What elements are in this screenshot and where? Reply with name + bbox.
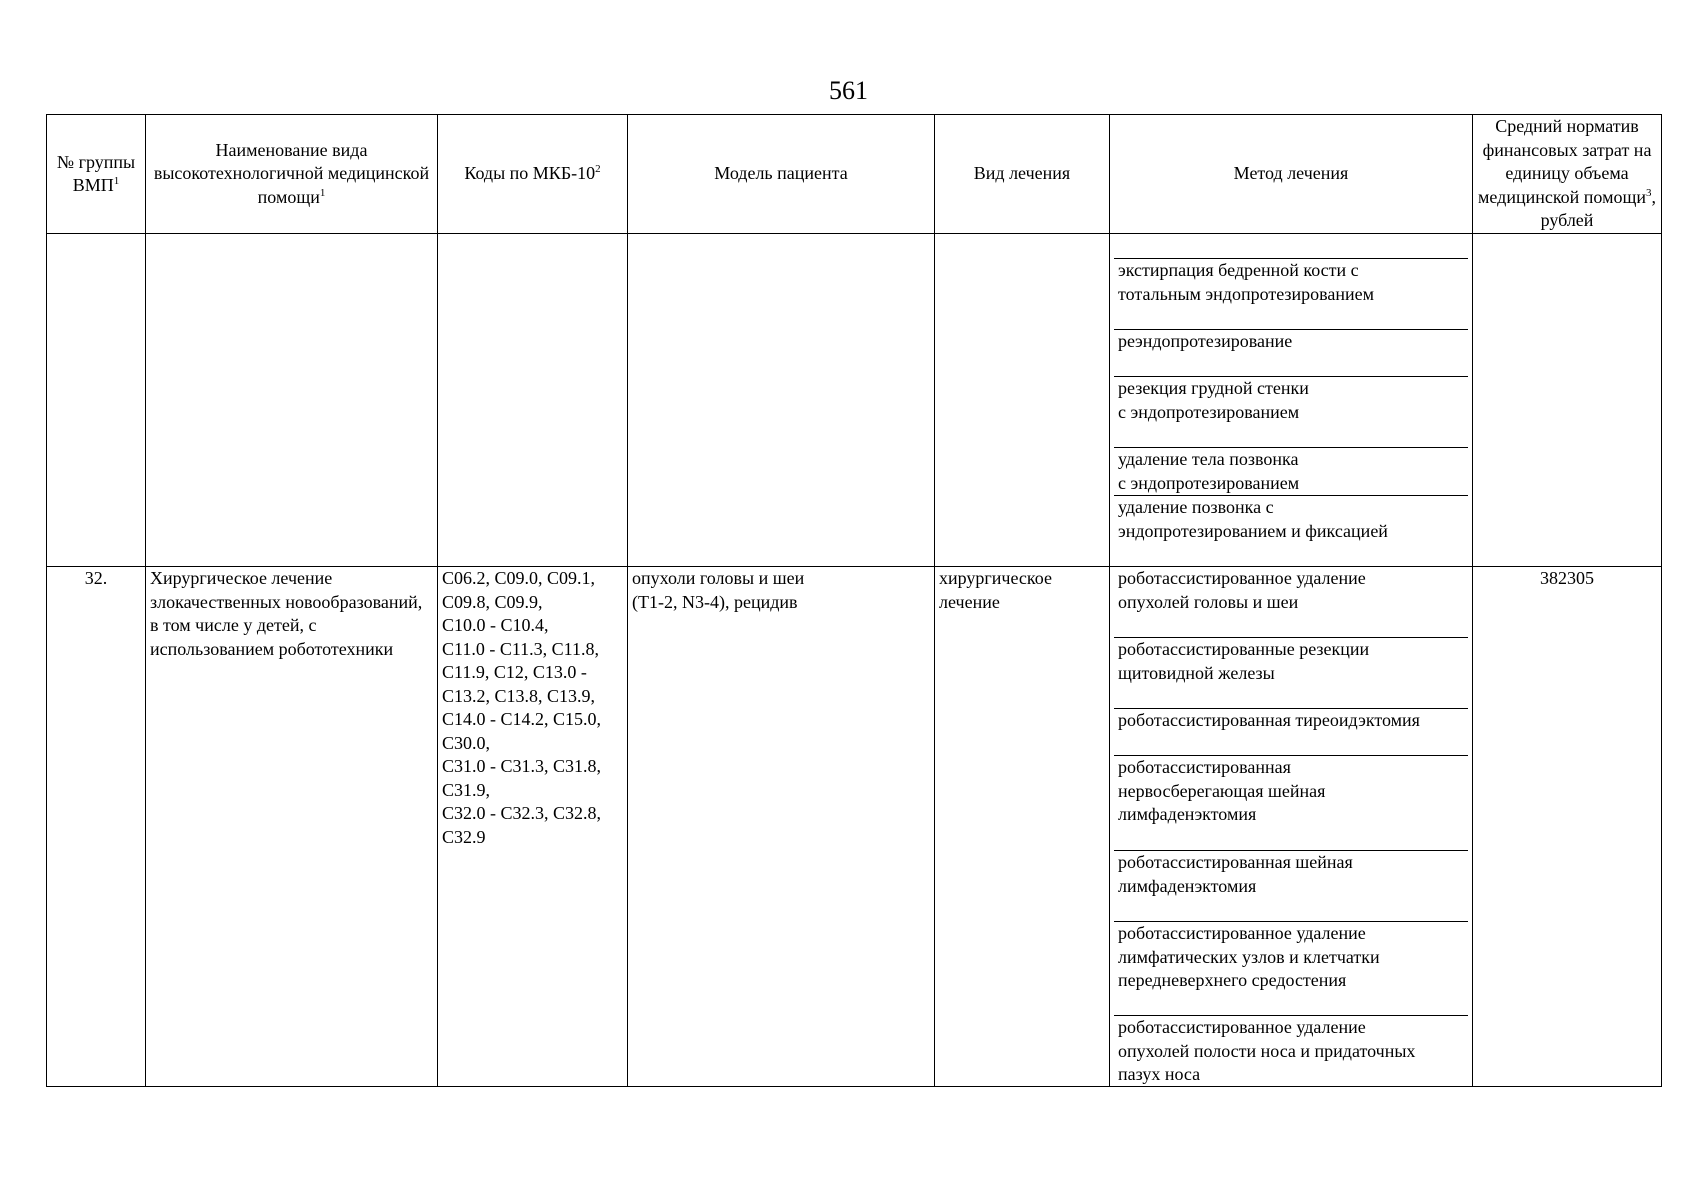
table-row-32 [47, 567, 1662, 1087]
cont-model [628, 234, 935, 567]
cont-name [146, 234, 438, 567]
method-item: удаление тела позвонка с эндопротезированием [1114, 447, 1468, 495]
header-codes: Коды по МКБ-$10^2$ [438, 115, 628, 234]
cont-cost [1473, 234, 1662, 567]
method-item: удаление позвонка с эндопротезированием и фиксацией [1114, 495, 1468, 566]
method-item: экстирпация бедренной кости с тотальным эндопротезированием [1114, 258, 1468, 329]
method-item: роботассистированная нервосберегающая шейная лимфаденэктомия [1114, 755, 1468, 850]
method-item: роботассистированные резекции щитовидной железы [1114, 637, 1468, 708]
table-row-continuation [47, 234, 1662, 567]
cont-codes [438, 234, 628, 567]
header-name: Наименование вида высокотехнологичной медицинской помощи$^1$ [146, 115, 438, 234]
row32-treatment-type: хирургическое лечение [935, 567, 1110, 1087]
header-group-no: № группы ВМП$^1$ [47, 115, 146, 234]
method-item: роботассистированная тиреоидэктомия [1114, 708, 1468, 755]
header-treatment-type: Вид лечения [935, 115, 1110, 234]
method-item: резекция грудной стенки с эндопротезированием [1114, 376, 1468, 447]
header-cost: Средний норматив финансовых затрат на единицу объема медицинской помощи$^3$, рублей [1473, 115, 1662, 234]
method-item: реэндопротезирование [1114, 329, 1468, 376]
page-number: 561 [829, 76, 868, 105]
cont-treatment-type [935, 234, 1110, 567]
row32-cost: 382305 [1473, 567, 1662, 1087]
row32-methods [1110, 567, 1473, 1087]
method-item [1114, 234, 1468, 258]
cont-methods [1110, 234, 1473, 567]
row32-codes: C06.2, C09.0, C09.1, C09.8, C09.9, C10.0 - C10.4, C11.0 - C11.3, C11.8, C11.9, C12, C13.0 - C13.2, C13.8, C13.9, C14.0 - C14.2, C15.0, C30.0, C31.0 - C31.3, C31.8, C31.9, C32.0 - C32.3, C32.8, C32.9 [438, 567, 628, 1087]
header-model: Модель пациента [628, 115, 935, 234]
row32-group-no: 32. [47, 567, 146, 1087]
method-item: роботассистированное удаление опухолей полости носа и придаточных пазух носа [1114, 1015, 1468, 1086]
header-method: Метод лечения [1110, 115, 1473, 234]
cont-group-no [47, 234, 146, 567]
row32-name: Хирургическое лечение злокачественных новообразований, в том числе у детей, с использованием робототехники [146, 567, 438, 1087]
method-item: роботассистированная шейная лимфаденэктомия [1114, 850, 1468, 921]
table-header-row [47, 115, 1662, 234]
method-item: роботассистированное удаление опухолей головы и шеи [1118, 568, 1366, 612]
method-item: роботассистированное удаление лимфатических узлов и клетчатки передневерхнего средостения [1114, 921, 1468, 1015]
row32-model: опухоли головы и шеи (T1-2, N3-4), рецидив [628, 567, 935, 1087]
vmp-table [46, 114, 1662, 1087]
